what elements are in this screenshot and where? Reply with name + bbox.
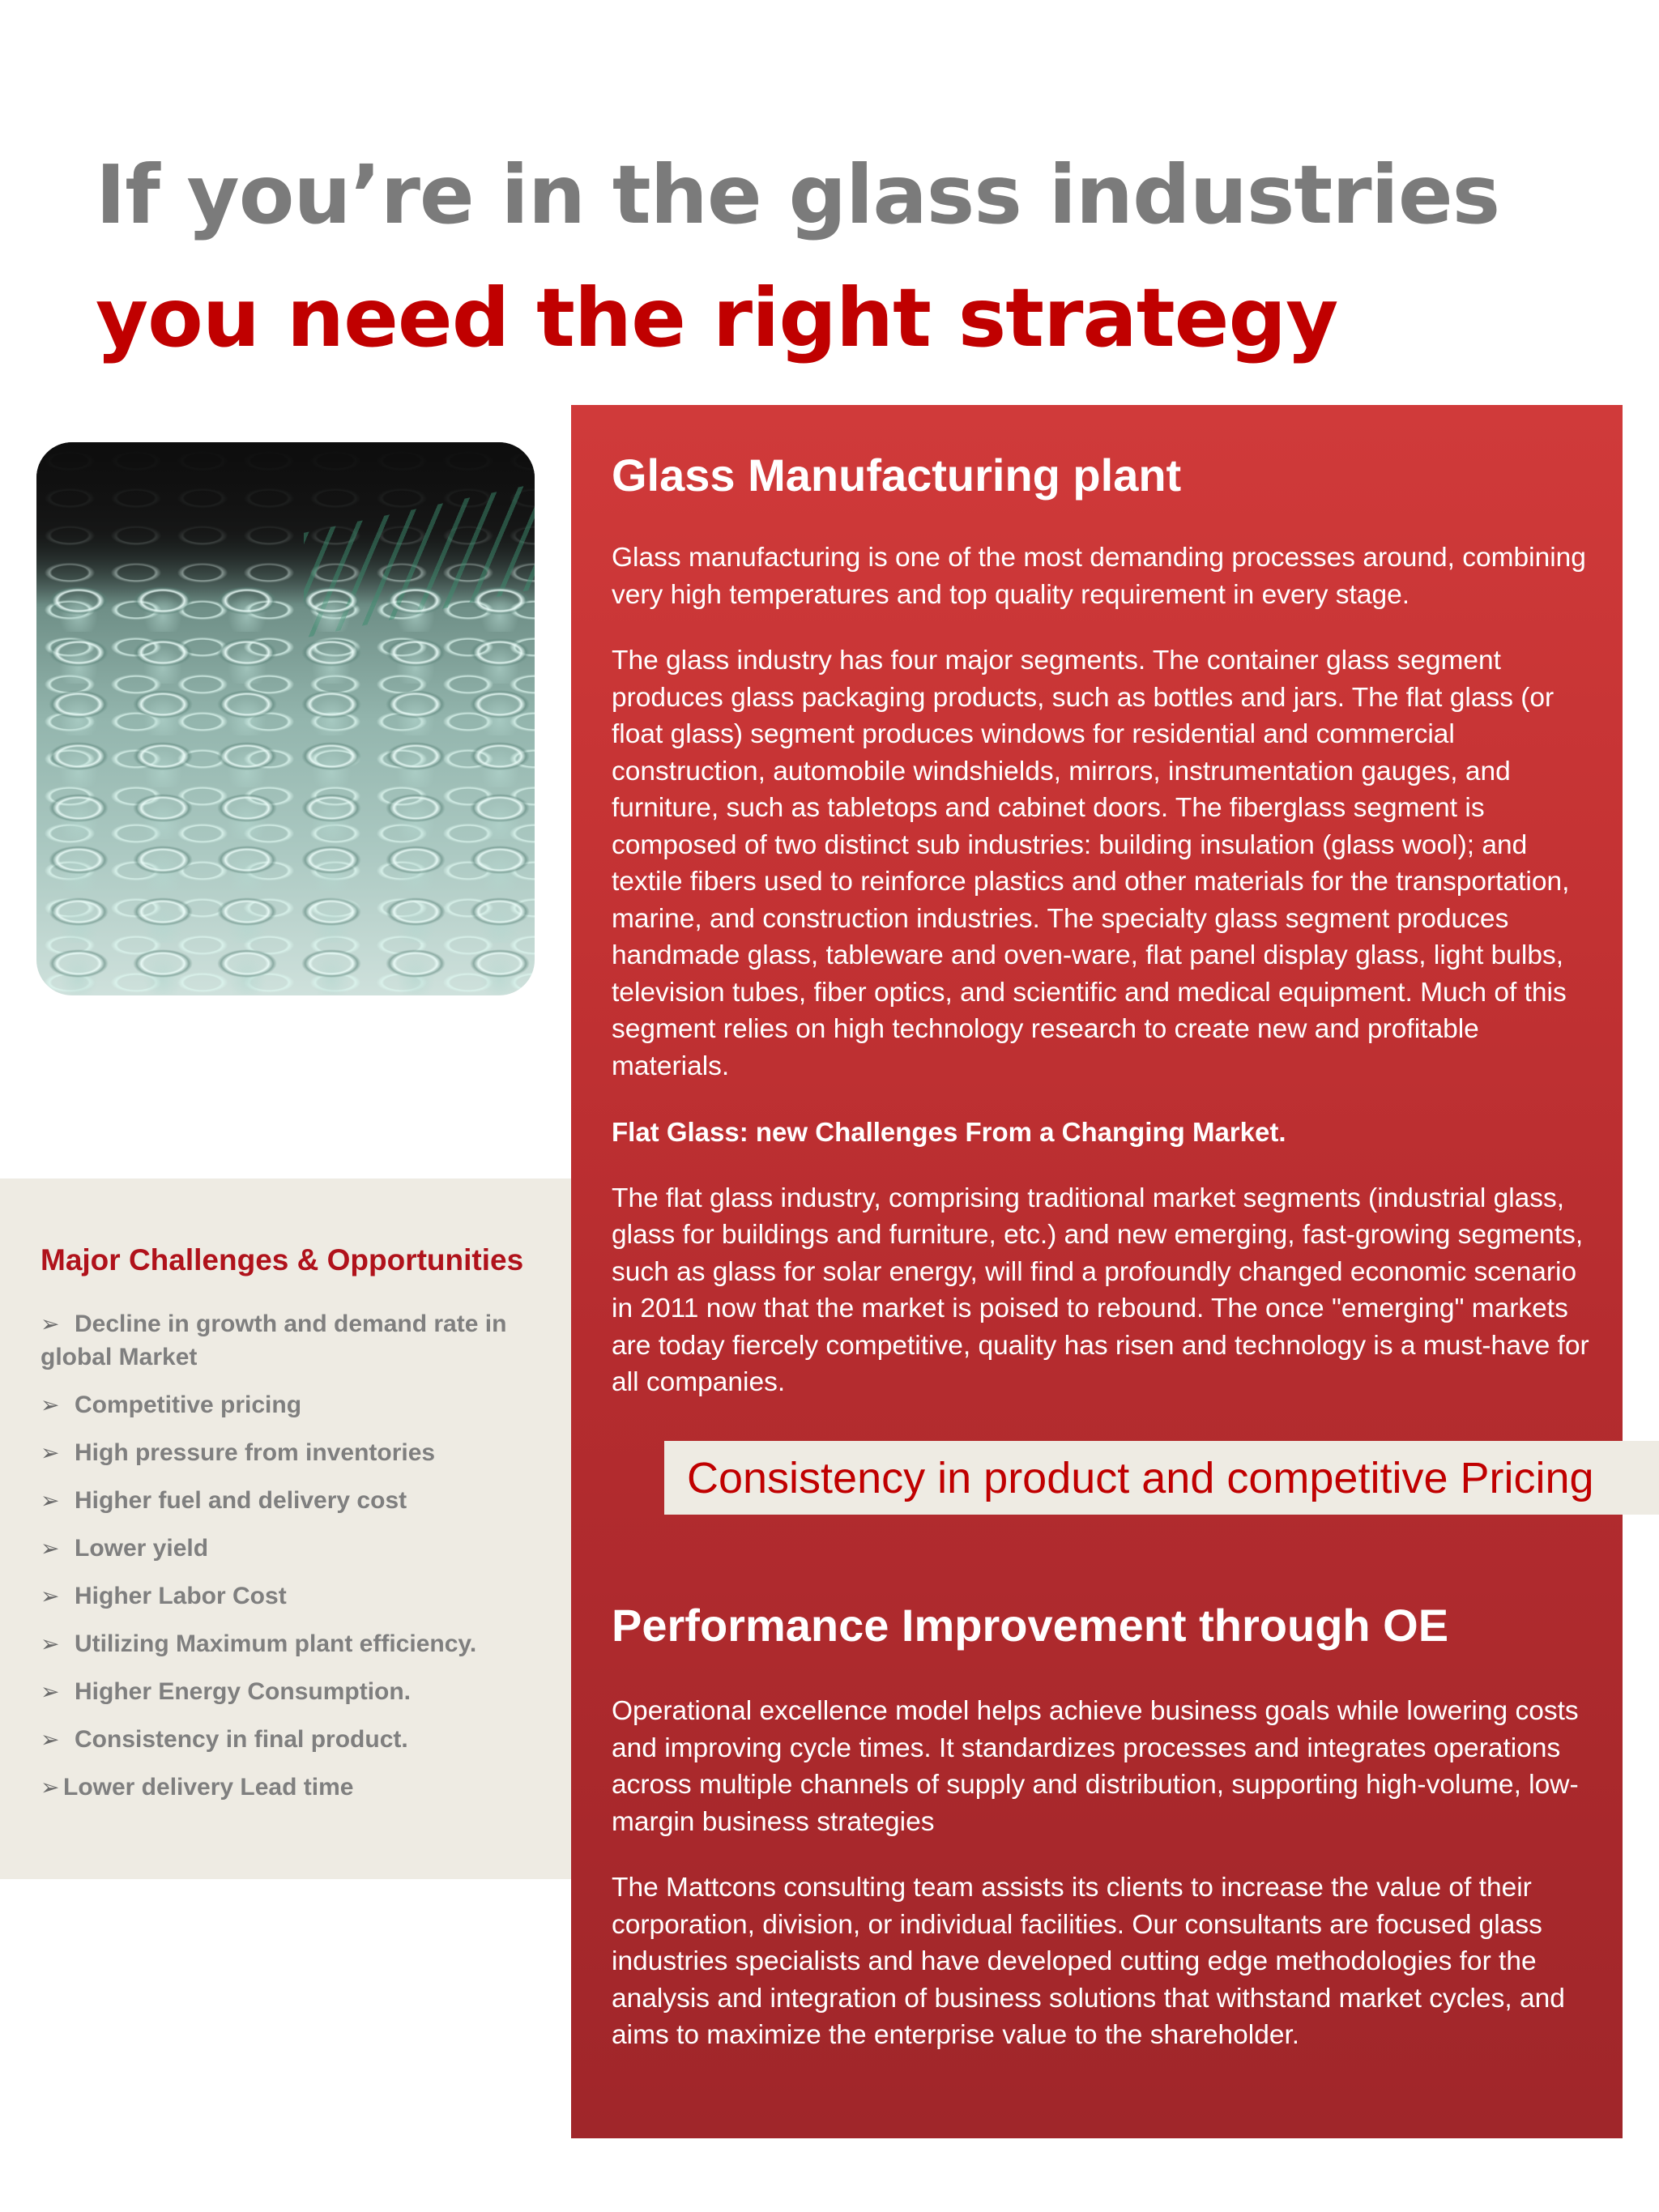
list-item (41, 1579, 551, 1613)
arrowhead-bullet-icon: ➢ (41, 1583, 60, 1609)
callout-text: Consistency in product and competitive Pricing (687, 1454, 1594, 1502)
list-item (41, 1436, 551, 1469)
list-item-text: Lower yield (75, 1535, 209, 1562)
list-item (41, 1771, 551, 1804)
paragraph: Glass manufacturing is one of the most demanding processes around, combining very high temperatures and top quality requirement in every stage. (612, 543, 1586, 610)
arrowhead-bullet-icon: ➢ (41, 1311, 60, 1337)
list-item (41, 1307, 551, 1374)
list-item-text: Decline in growth and demand rate in global Market (41, 1311, 507, 1370)
list-item (41, 1627, 551, 1660)
arrowhead-bullet-icon: ➢ (41, 1678, 60, 1705)
arrowhead-bullet-icon: ➢ (41, 1774, 60, 1801)
list-item-text: Higher fuel and delivery cost (75, 1487, 407, 1514)
challenges-title: Major Challenges & Opportunities (41, 1243, 524, 1276)
list-item-text: Utilizing Maximum plant efficiency. (75, 1630, 477, 1657)
section-glass-manufacturing-body (612, 539, 1600, 1430)
arrowhead-bullet-icon: ➢ (41, 1726, 60, 1753)
section-performance-improvement-body (612, 1693, 1600, 2083)
list-item (41, 1484, 551, 1517)
list-item (41, 1388, 551, 1421)
list-item-text: Consistency in final product. (75, 1726, 408, 1753)
section-title: Performance Improvement through OE (612, 1600, 1449, 1651)
list-item-text: Competitive pricing (75, 1392, 302, 1418)
arrowhead-bullet-icon: ➢ (41, 1535, 60, 1562)
section-performance-improvement (612, 1597, 1600, 1654)
arrowhead-bullet-icon: ➢ (41, 1439, 60, 1466)
arrowhead-bullet-icon: ➢ (41, 1392, 60, 1418)
section-title: Glass Manufacturing plant (612, 450, 1182, 501)
photo-jar-rows (36, 580, 535, 995)
paragraph: Operational excellence model helps achieve business goals while lowering costs and improving cycle times. It standardizes processes and integrates operations across multiple channels of supply and distribution, supporting high-volume, low-margin business strategies (612, 1696, 1579, 1837)
arrowhead-bullet-icon: ➢ (41, 1487, 60, 1514)
challenges-list (41, 1307, 551, 1818)
headline-line-2: you need the right strategy (96, 271, 1338, 365)
list-item-text: Higher Labor Cost (75, 1583, 287, 1609)
list-item (41, 1675, 551, 1708)
list-item (41, 1723, 551, 1756)
paragraph: The Mattcons consulting team assists its clients to increase the value of their corporation, division, or individual facilities. Our consultants are focused glass industries specialists and have developed cutting edge methodologies for the analysis and integration of business solutions that withstand market cycles, and aims to maximize the enterprise value to the shareholder. (612, 1873, 1565, 2050)
paragraph: The flat glass industry, comprising traditional market segments (industrial glass, glass for buildings and furniture, etc.) and new emerging, fast-growing segments, such as glass for solar energy, will find a profoundly changed economic scenario in 2011 now that the market is poised to rebound. The once "emerging" markets are today fiercely competitive, quality has risen and technology is a must-have for all companies. (612, 1183, 1589, 1397)
flat-glass-subheading: Flat Glass: new Challenges From a Changing Market. (612, 1117, 1286, 1147)
list-item-text: High pressure from inventories (75, 1439, 436, 1466)
arrowhead-bullet-icon: ➢ (41, 1630, 60, 1657)
headline-line-1: If you’re in the glass industries (96, 147, 1500, 242)
paragraph: The glass industry has four major segments. The container glass segment produces glass packaging products, such as bottles and jars. The flat glass (or float glass) segment produces windows for residential and commercial construction, automobile windshields, mirrors, instrumentation gauges, and furniture, such as tabletops and cabinet doors. The fiberglass segment is composed of two distinct sub industries: building insulation (glass wool); and textile fibers used to reinforce plastics and other materials for the transportation, marine, and construction industries. The specialty glass segment produces handmade glass, tableware and oven-ware, flat panel display glass, light bulbs, television tubes, fiber optics, and scientific and medical equipment. Much of this segment relies on high technology research to create new and profitable materials. (612, 646, 1570, 1081)
list-item-text: Higher Energy Consumption. (75, 1678, 412, 1705)
list-item-text: Lower delivery Lead time (63, 1774, 354, 1801)
glass-jars-photo (36, 442, 535, 995)
page-headline (96, 134, 1554, 380)
list-item (41, 1532, 551, 1565)
section-glass-manufacturing (612, 447, 1600, 504)
